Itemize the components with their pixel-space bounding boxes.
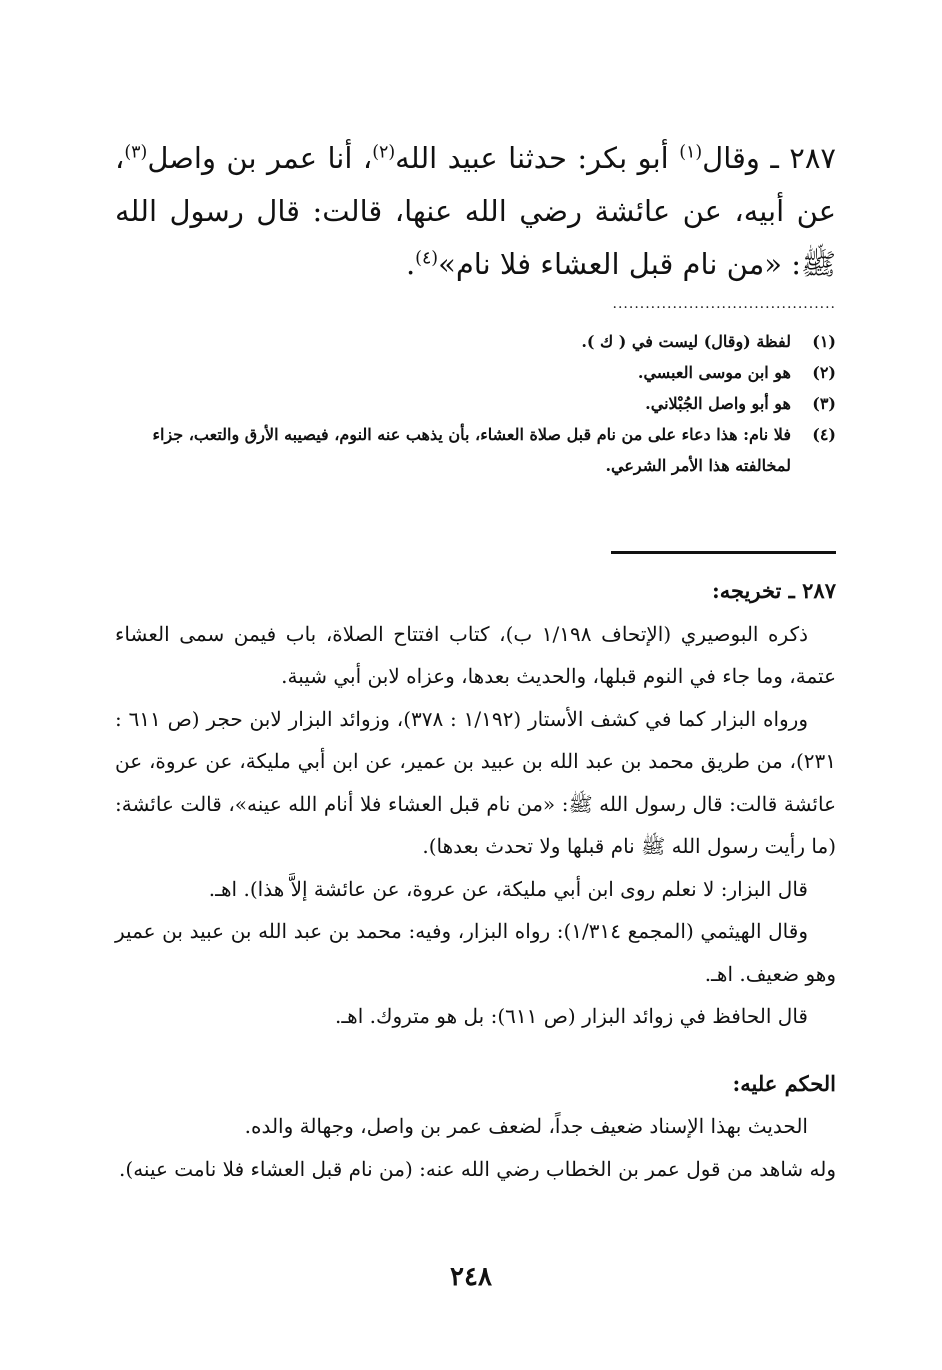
footnote-item — [115, 419, 836, 481]
hadith-segment: ، أنا عمر بن واصل — [147, 141, 373, 175]
footnote-number: (٣) — [812, 394, 836, 413]
hukm-section — [115, 1062, 836, 1191]
footnote-number: (٢) — [812, 363, 836, 382]
hukm-paragraph: وله شاهد من قول عمر بن الخطاب رضي الله عنه: (من نام قبل العشاء فلا نامت عينه). — [119, 1157, 836, 1181]
footnote-ref: (٤) — [415, 248, 439, 269]
takhrij-paragraph: وقال الهيثمي (المجمع ١/٣١٤): رواه البزار، وفيه: محمد بن عبد الله بن عبيد بن عمير وهو ضعيف. اهـ. — [115, 919, 836, 986]
takhrij-paragraph: قال الحافظ في زوائد البزار (ص ٦١١): بل هو متروك. اهـ. — [334, 1004, 808, 1028]
hukm-paragraph: الحديث بهذا الإسناد ضعيف جداً، لضعف عمر بن واصل، وجهالة والده. — [244, 1114, 808, 1138]
footnote-number: (٤) — [812, 425, 836, 444]
takhrij-paragraph: ورواه البزار كما في كشف الأستار (١/١٩٢ : ٣٧٨)، وزوائد البزار لابن حجر (ص ٦١١ : ٢٣١)، من طريق محمد بن عبد الله بن عبيد بن عمير، عن ابن أبي مليكة، عن عروة، عن عائشة قالت: قال رسول الله ﷺ: «من نام قبل العشاء فلا أنام الله عينه»، قالت عائشة: (ما رأيت رسول الله ﷺ نام قبلها ولا تحدث بعدها). — [115, 706, 836, 858]
page-number: ٢٤٨ — [450, 1262, 492, 1292]
footnote-text: هو ابن موسى العبسي. — [637, 363, 791, 382]
takhrij-paragraph: قال البزار: لا نعلم روى ابن أبي مليكة، عن عروة، عن عائشة إلاَّ هذا). اهـ. — [208, 876, 808, 901]
takhrij-section — [115, 570, 836, 1038]
footnote-text: فلا نام: هذا دعاء على من نام قبل صلاة العشاء، بأن يذهب عنه النوم، فيصيبه الأرق والتعب، جزاء لمخالفته هذا الأمر الشرعي. — [152, 425, 791, 475]
footnote-text: هو أبو واصل الجُبْلاني. — [645, 394, 791, 413]
footnotes — [115, 326, 836, 481]
footnote-ref: (٣) — [124, 142, 148, 163]
footnote-item — [115, 357, 836, 388]
footnote-ref: (٢) — [372, 142, 396, 163]
hadith-segment: ، عن أبيه، عن عائشة رضي الله عنها، قالت: قال رسول الله ﷺ: «من نام قبل العشاء فلا نام» — [115, 141, 836, 281]
footnote-separator: ......................................... — [612, 296, 836, 312]
hadith-number: ٢٨٧ ـ — [770, 141, 837, 175]
takhrij-heading: ٢٨٧ ـ تخريجه: — [711, 578, 836, 603]
footnote-number: (١) — [812, 332, 836, 351]
hadith-segment: . — [405, 247, 416, 281]
section-divider — [611, 551, 836, 554]
footnote-item — [115, 326, 836, 357]
footnote-ref: (١) — [679, 142, 703, 163]
hadith-text — [115, 132, 836, 291]
hukm-heading: الحكم عليه: — [732, 1071, 836, 1096]
hadith-segment: وقال — [702, 141, 760, 175]
footnote-text: لفظة (وقال) ليست في ( ك ). — [581, 332, 791, 351]
takhrij-paragraph: ذكره البوصيري (الإتحاف ١/١٩٨ ب)، كتاب افتتاح الصلاة، باب فيمن سمى العشاء عتمة، وما جاء في النوم قبلها، والحديث بعدها، وعزاه لابن أبي شيبة. — [115, 621, 836, 688]
footnote-item — [115, 388, 836, 419]
hadith-segment: أبو بكر: حدثنا عبيد الله — [395, 141, 680, 175]
